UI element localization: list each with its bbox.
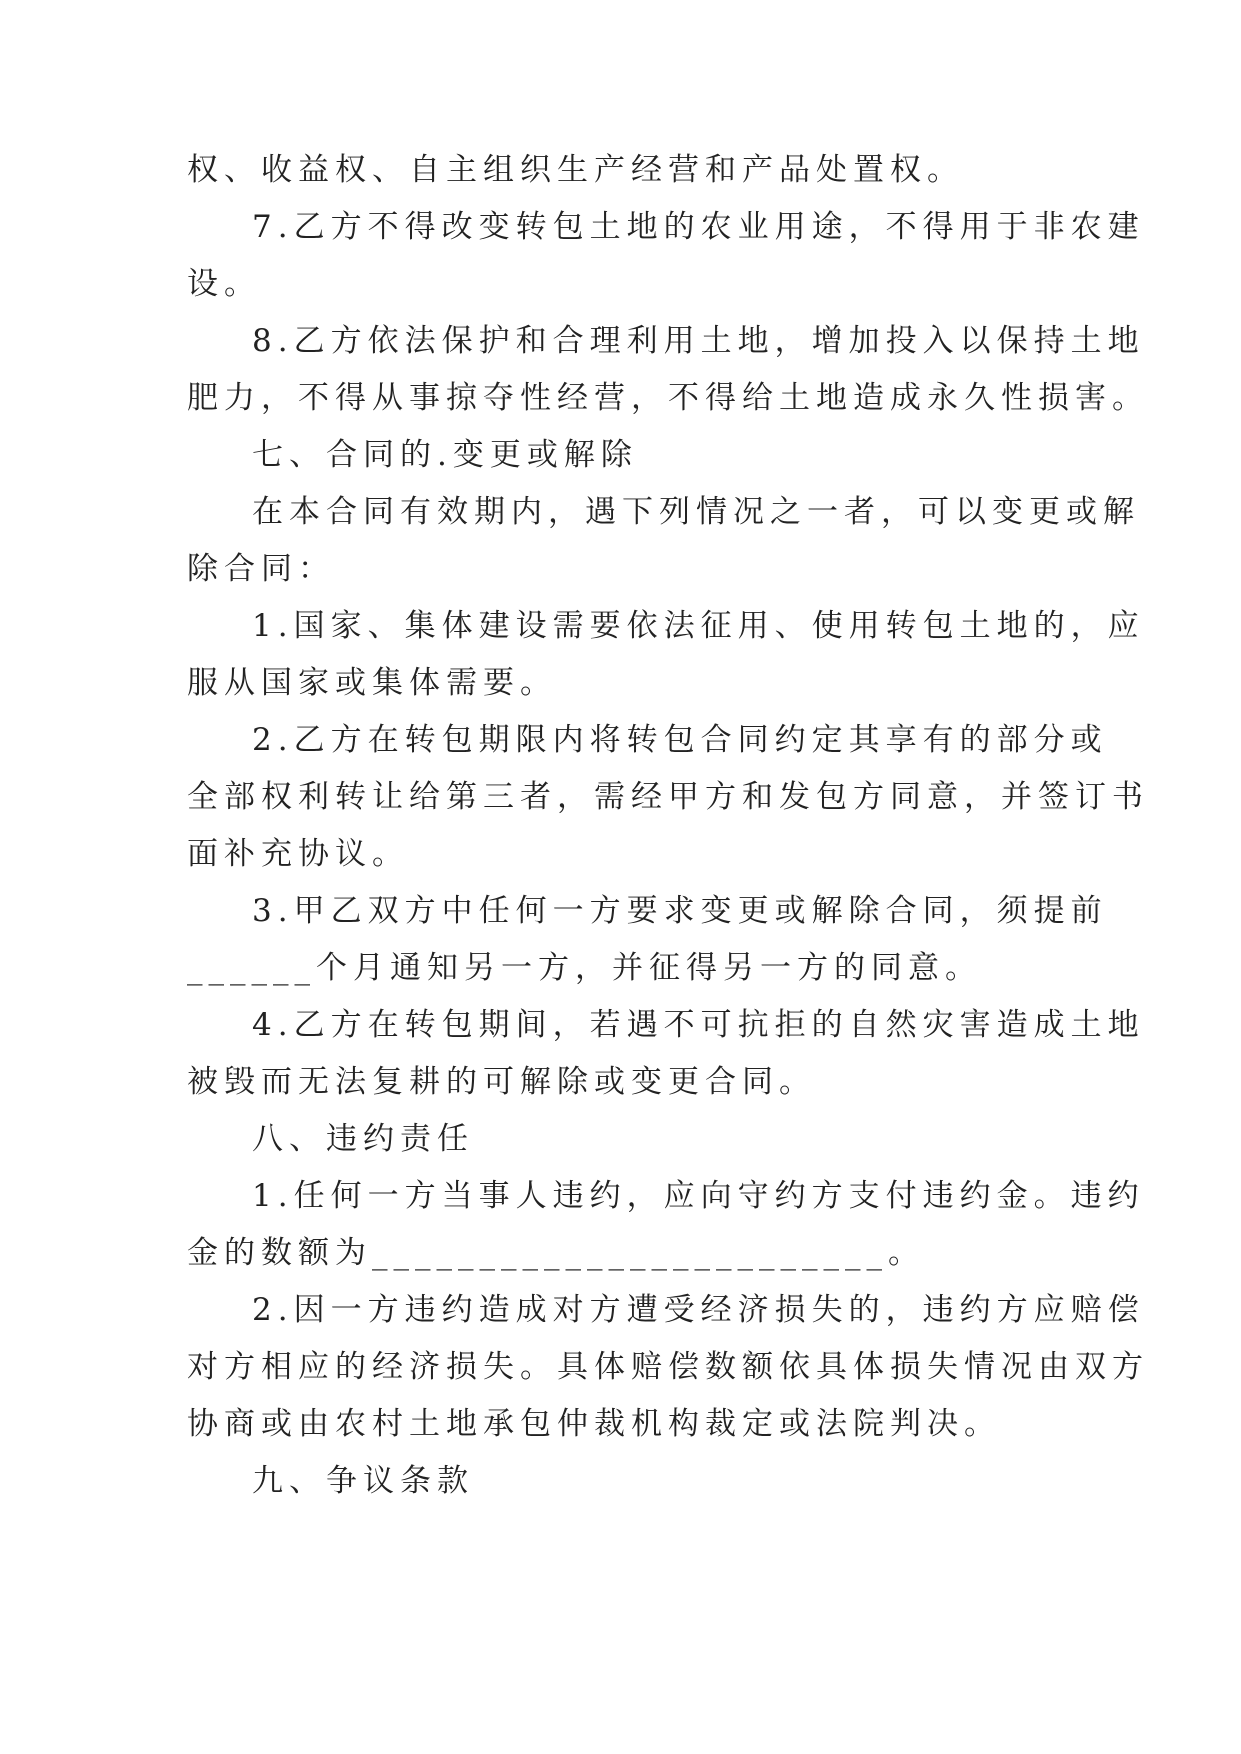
text-line: 协商或由农村土地承包仲裁机构裁定或法院判决。 [187,1406,1001,1442]
text-line: 设。 [187,266,261,302]
section-heading: 七、合同的.变更或解除 [252,437,638,473]
section-heading: 八、违约责任 [252,1121,474,1157]
text-line: 金的数额为________________________。 [187,1235,925,1271]
text-line: 1.国家、集体建设需要依法征用、使用转包土地的，应 [252,608,1145,644]
text-line: 对方相应的经济损失。具体赔偿数额依具体损失情况由双方 [187,1349,1149,1385]
text-line: 3.甲乙双方中任何一方要求变更或解除合同，须提前 [252,893,1108,929]
text-line: 2.乙方在转包期限内将转包合同约定其享有的部分或 [252,722,1108,758]
text-line: 在本合同有效期内，遇下列情况之一者，可以变更或解 [252,494,1140,530]
text-line: ______个月通知另一方，并征得另一方的同意。 [187,950,982,986]
text-line: 面补充协议。 [187,836,409,872]
text-line: 4.乙方在转包期间，若遇不可抗拒的自然灾害造成土地 [252,1007,1145,1043]
text-line: 服从国家或集体需要。 [187,665,557,701]
text-line: 肥力，不得从事掠夺性经营，不得给土地造成永久性损害。 [187,380,1149,416]
text-line: 7.乙方不得改变转包土地的农业用途，不得用于非农建 [252,209,1145,245]
text-line: 1.任何一方当事人违约，应向守约方支付违约金。违约 [252,1178,1145,1214]
text-line: 全部权利转让给第三者，需经甲方和发包方同意，并签订书 [187,779,1149,815]
text-line: 被毁而无法复耕的可解除或变更合同。 [187,1064,816,1100]
section-heading: 九、争议条款 [252,1463,474,1499]
text-line: 除合同： [187,551,335,587]
text-line: 8.乙方依法保护和合理利用土地，增加投入以保持土地 [252,323,1145,359]
text-line: 2.因一方违约造成对方遭受经济损失的，违约方应赔偿 [252,1292,1145,1328]
text-line: 权、收益权、自主组织生产经营和产品处置权。 [187,152,964,188]
